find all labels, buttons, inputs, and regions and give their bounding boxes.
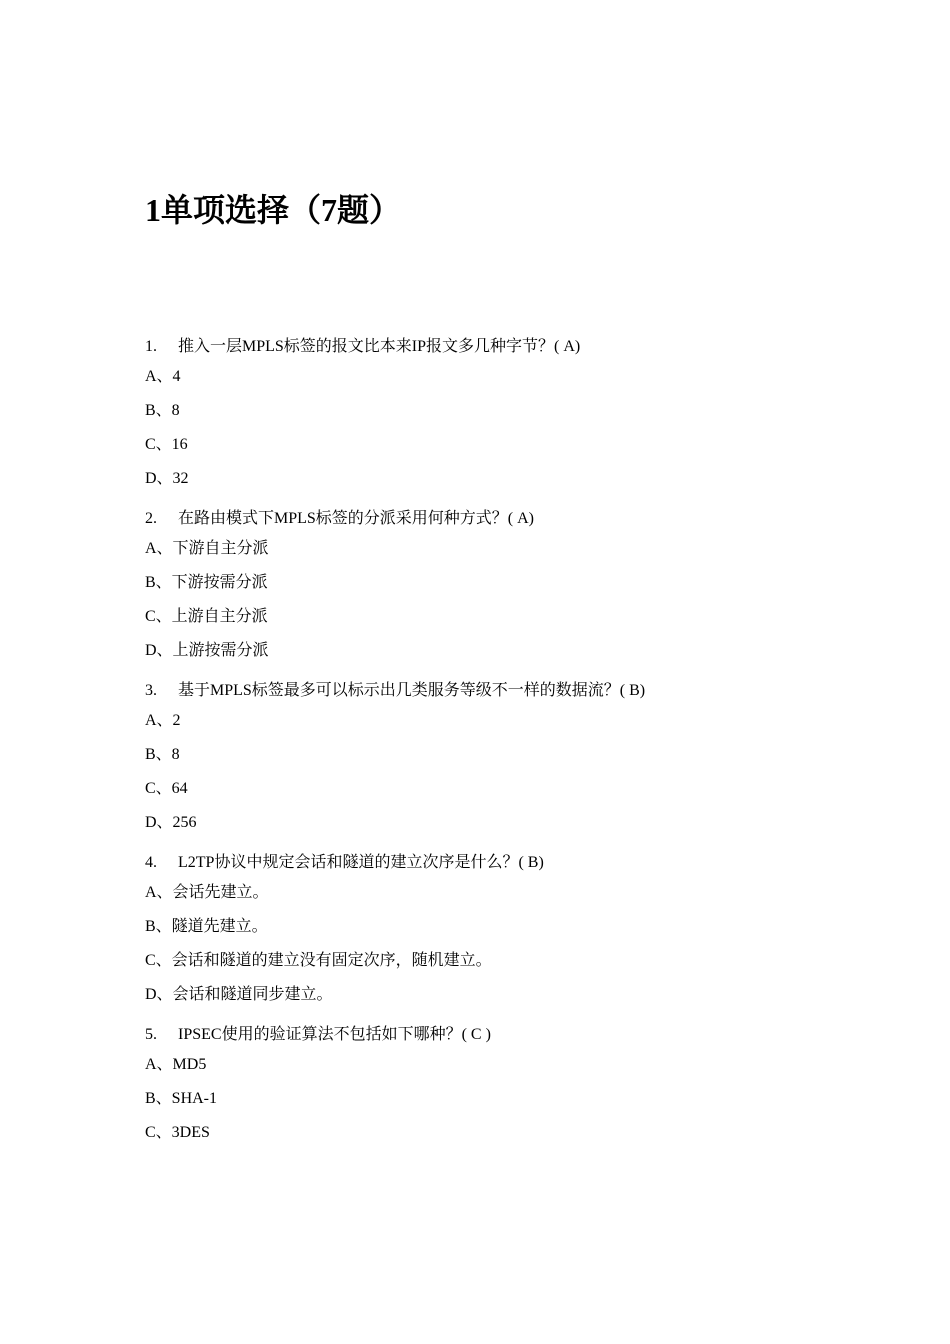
option-c: C、3DES (145, 1124, 210, 1141)
question-5 (145, 1024, 845, 1144)
question-text: 在路由模式下MPLS标签的分派采用何种方式？( A) (178, 510, 535, 527)
option-b: B、8 (145, 746, 180, 763)
option-d: D、256 (145, 814, 197, 831)
question-number: 5. (145, 1026, 157, 1043)
question-number: 2. (145, 510, 157, 527)
question-1 (145, 336, 845, 490)
question-stem (145, 1024, 845, 1046)
option-a: A、会话先建立。 (145, 884, 269, 901)
option-c: C、16 (145, 436, 188, 453)
option-d: D、上游按需分派 (145, 642, 269, 659)
question-text: L2TP协议中规定会话和隧道的建立次序是什么？( B) (178, 854, 544, 871)
question-text: 推入一层MPLS标签的报文比本来IP报文多几种字节？( A) (178, 338, 581, 355)
question-text: IPSEC使用的验证算法不包括如下哪种？( C ) (178, 1026, 491, 1043)
question-number: 3. (145, 682, 157, 699)
question-stem (145, 508, 845, 530)
option-a: A、MD5 (145, 1056, 207, 1073)
option-a: A、下游自主分派 (145, 540, 269, 557)
option-d: D、32 (145, 470, 189, 487)
question-text: 基于MPLS标签最多可以标示出几类服务等级不一样的数据流？( B) (178, 682, 646, 699)
option-b: B、隧道先建立。 (145, 918, 268, 935)
section-title: 1单项选择（7题） (145, 192, 402, 228)
option-c: C、会话和隧道的建立没有固定次序，随机建立。 (145, 952, 492, 969)
question-number: 1. (145, 338, 157, 355)
option-b: B、SHA-1 (145, 1090, 218, 1107)
question-4 (145, 852, 845, 1006)
option-a: A、2 (145, 712, 181, 729)
question-3 (145, 680, 845, 834)
option-c: C、上游自主分派 (145, 608, 268, 625)
option-b: B、8 (145, 402, 180, 419)
option-c: C、64 (145, 780, 188, 797)
question-stem (145, 852, 845, 874)
question-list (145, 336, 845, 1162)
option-a: A、4 (145, 368, 181, 385)
question-2 (145, 508, 845, 662)
question-stem (145, 680, 845, 702)
option-b: B、下游按需分派 (145, 574, 268, 591)
question-number: 4. (145, 854, 157, 871)
question-stem (145, 336, 845, 358)
option-d: D、会话和隧道同步建立。 (145, 986, 333, 1003)
